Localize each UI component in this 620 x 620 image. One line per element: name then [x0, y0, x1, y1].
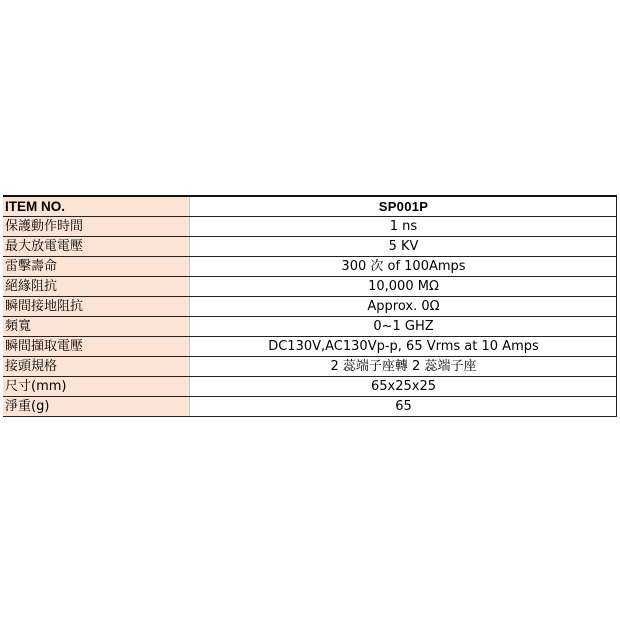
row-value: DC130V,AC130Vp-p, 65 Vrms at 10 Amps [189, 337, 616, 357]
row-label: 尺寸(mm) [3, 377, 189, 397]
row-value: 300 次 of 100Amps [189, 257, 616, 277]
table-row [3, 377, 616, 397]
row-value: 2 蕊端子座轉 2 蕊端子座 [189, 357, 616, 377]
table-row [3, 357, 616, 377]
row-label: 頻寬 [3, 317, 189, 337]
item-no-label: ITEM NO. [3, 196, 189, 217]
table-row [3, 317, 616, 337]
row-value: 10,000 MΩ [189, 277, 616, 297]
row-value: 65 [189, 397, 616, 417]
row-label: 瞬間擷取電壓 [3, 337, 189, 357]
row-label: 絕緣阻抗 [3, 277, 189, 297]
row-value: Approx. 0Ω [189, 297, 616, 317]
row-value: 1 ns [189, 217, 616, 237]
row-value: 65x25x25 [189, 377, 616, 397]
row-label: 雷擊壽命 [3, 257, 189, 277]
row-value: 0~1 GHZ [189, 317, 616, 337]
table-row [3, 237, 616, 257]
table-row [3, 337, 616, 357]
row-label: 接頭規格 [3, 357, 189, 377]
table-row [3, 297, 616, 317]
item-no-value: SP001P [189, 196, 616, 217]
row-label: 淨重(g) [3, 397, 189, 417]
table-row [3, 277, 616, 297]
table-row [3, 217, 616, 237]
table-header-row [3, 196, 616, 217]
row-label: 最大放電電壓 [3, 237, 189, 257]
table-row [3, 257, 616, 277]
spec-table [3, 195, 617, 417]
row-value: 5 KV [189, 237, 616, 257]
row-label: 保護動作時間 [3, 217, 189, 237]
row-label: 瞬間接地阻抗 [3, 297, 189, 317]
table-row [3, 397, 616, 417]
